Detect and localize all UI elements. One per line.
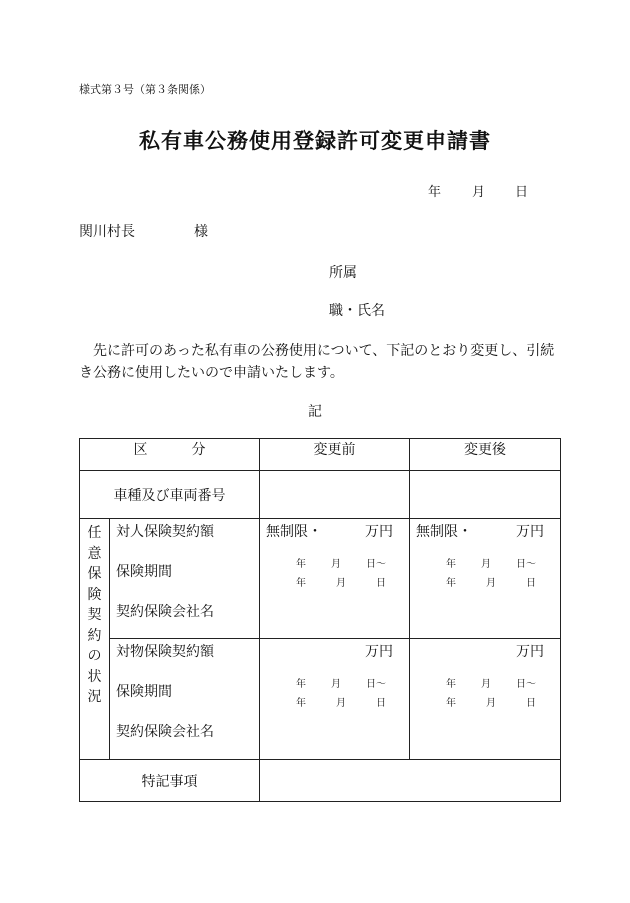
property-insurance-row (80, 639, 561, 760)
bodily-insurance-row (80, 519, 561, 639)
special-notes-label: 特記事項 (80, 760, 260, 802)
after-header: 変更後 (410, 439, 561, 471)
form-number: 様式第３号（第３条関係） (79, 83, 211, 96)
vehicle-label: 車種及び車両番号 (80, 471, 260, 519)
date-year: 年 (428, 185, 442, 200)
before-header: 変更前 (260, 439, 410, 471)
vehicle-after-field[interactable] (410, 471, 561, 519)
table-header-row (80, 439, 561, 471)
ki-label: 記 (308, 404, 322, 420)
category-header: 区 分 (80, 439, 260, 471)
special-notes-field[interactable] (260, 760, 561, 802)
page-title: 私有車公務使用登録許可変更申請書 (139, 128, 491, 153)
application-table (79, 438, 561, 802)
vehicle-before-field[interactable] (260, 471, 410, 519)
property-before-field[interactable]: 万円 年 月 日〜 年 月 日 (260, 639, 410, 760)
position-name-label: 職・氏名 (329, 303, 385, 319)
request-body-text: 先に許可のあった私有車の公務使用について、下記のとおり変更し、引続き公務に使用したいので申請いたします。 (79, 343, 555, 381)
addressee-name: 関川村長 (79, 224, 135, 240)
property-labels: 対物保険契約額 保険期間 契約保険会社名 (110, 639, 260, 760)
affiliation-label: 所属 (329, 265, 357, 281)
date-day: 日 (515, 185, 529, 200)
bodily-labels: 対人保険契約額 保険期間 契約保険会社名 (110, 519, 260, 639)
vehicle-row (80, 471, 561, 519)
date-month: 月 (472, 185, 486, 200)
insurance-status-label: 任 意 保 険 契 約 の 状 況 (80, 519, 110, 760)
bodily-before-field[interactable]: 無制限・ 万円 年 月 日〜 年 月 日 (260, 519, 410, 639)
special-notes-row (80, 760, 561, 802)
addressee-honorific: 様 (194, 224, 208, 240)
bodily-after-field[interactable]: 無制限・ 万円 年 月 日〜 年 月 日 (410, 519, 561, 639)
property-after-field[interactable]: 万円 年 月 日〜 年 月 日 (410, 639, 561, 760)
